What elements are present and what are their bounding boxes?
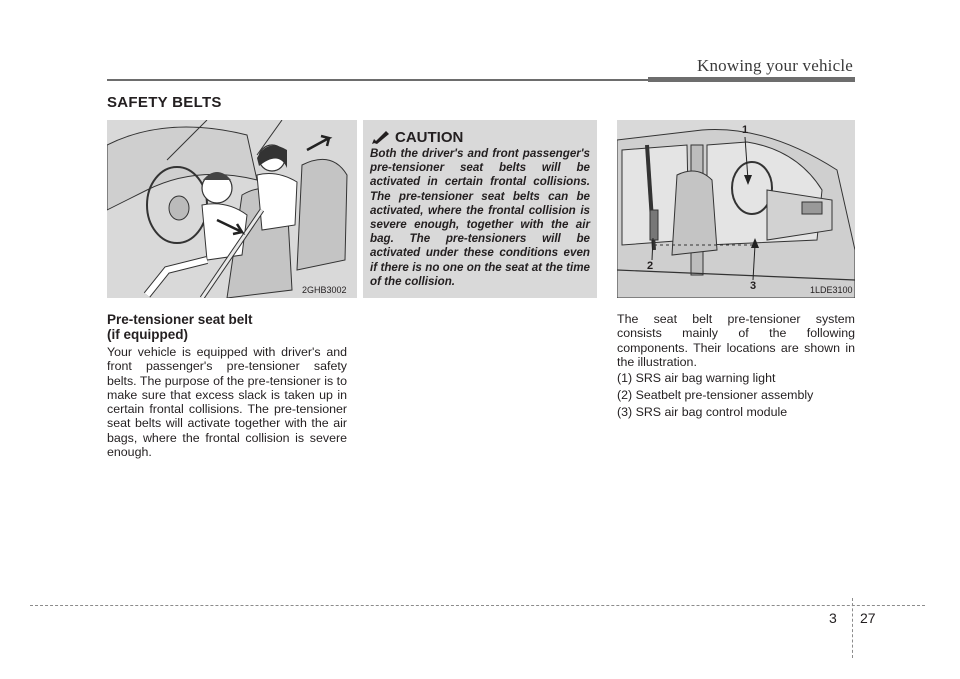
component-list [617,370,855,421]
list-item: (3) SRS air bag control module [617,405,788,419]
footer-rule [30,605,925,606]
left-body-text: Your vehicle is equipped with driver's and front passenger's pre-tensioner safety belts. The purpose of the pre-tensioner is to make sure that excess slack is taken up in certain frontal collisions. The pre-tensioner seat belts will activate together with the air bags, where the frontal collision is severe enough. [107,345,347,460]
occupants-drawing [107,120,357,298]
caution-title: CAUTION [395,129,464,146]
figure-code-right: 1LDE3100 [810,285,853,295]
subheading-line-1: Pre-tensioner seat belt [107,312,253,327]
figure-code-left: 2GHB3002 [302,285,347,295]
page-number: 27 [860,610,876,626]
footer-divider [852,598,853,658]
callout-3: 3 [750,280,757,292]
callout-1: 1 [742,124,749,136]
section-title: SAFETY BELTS [107,94,222,111]
list-item: (1) SRS air bag warning light [617,371,776,385]
pretensioner-illustration [107,120,357,298]
pencil-icon [372,130,390,144]
chapter-number: 3 [829,610,837,626]
list-item: (2) Seatbelt pre-tensioner assembly [617,388,814,402]
components-illustration [617,120,855,298]
subheading-line-2: (if equipped) [107,327,188,342]
header-rule-accent [648,77,855,82]
caution-text: Both the driver's and front passenger's pre-tensioner seat belts will be activated in certain frontal collisions. The pre-tensioner seat belts can be activated, where the frontal collision is severe enough, together with the air bag. The pre-tensioners will be activated under these conditions even if there is no one on the seat at the time of the collision. [370,147,590,288]
right-intro-text: The seat belt pre-tensioner system consists mainly of the following components. Their locations are shown in the illustration. [617,312,855,369]
callout-2: 2 [647,260,654,272]
running-header: Knowing your vehicle [696,56,853,75]
subheading [107,312,347,342]
